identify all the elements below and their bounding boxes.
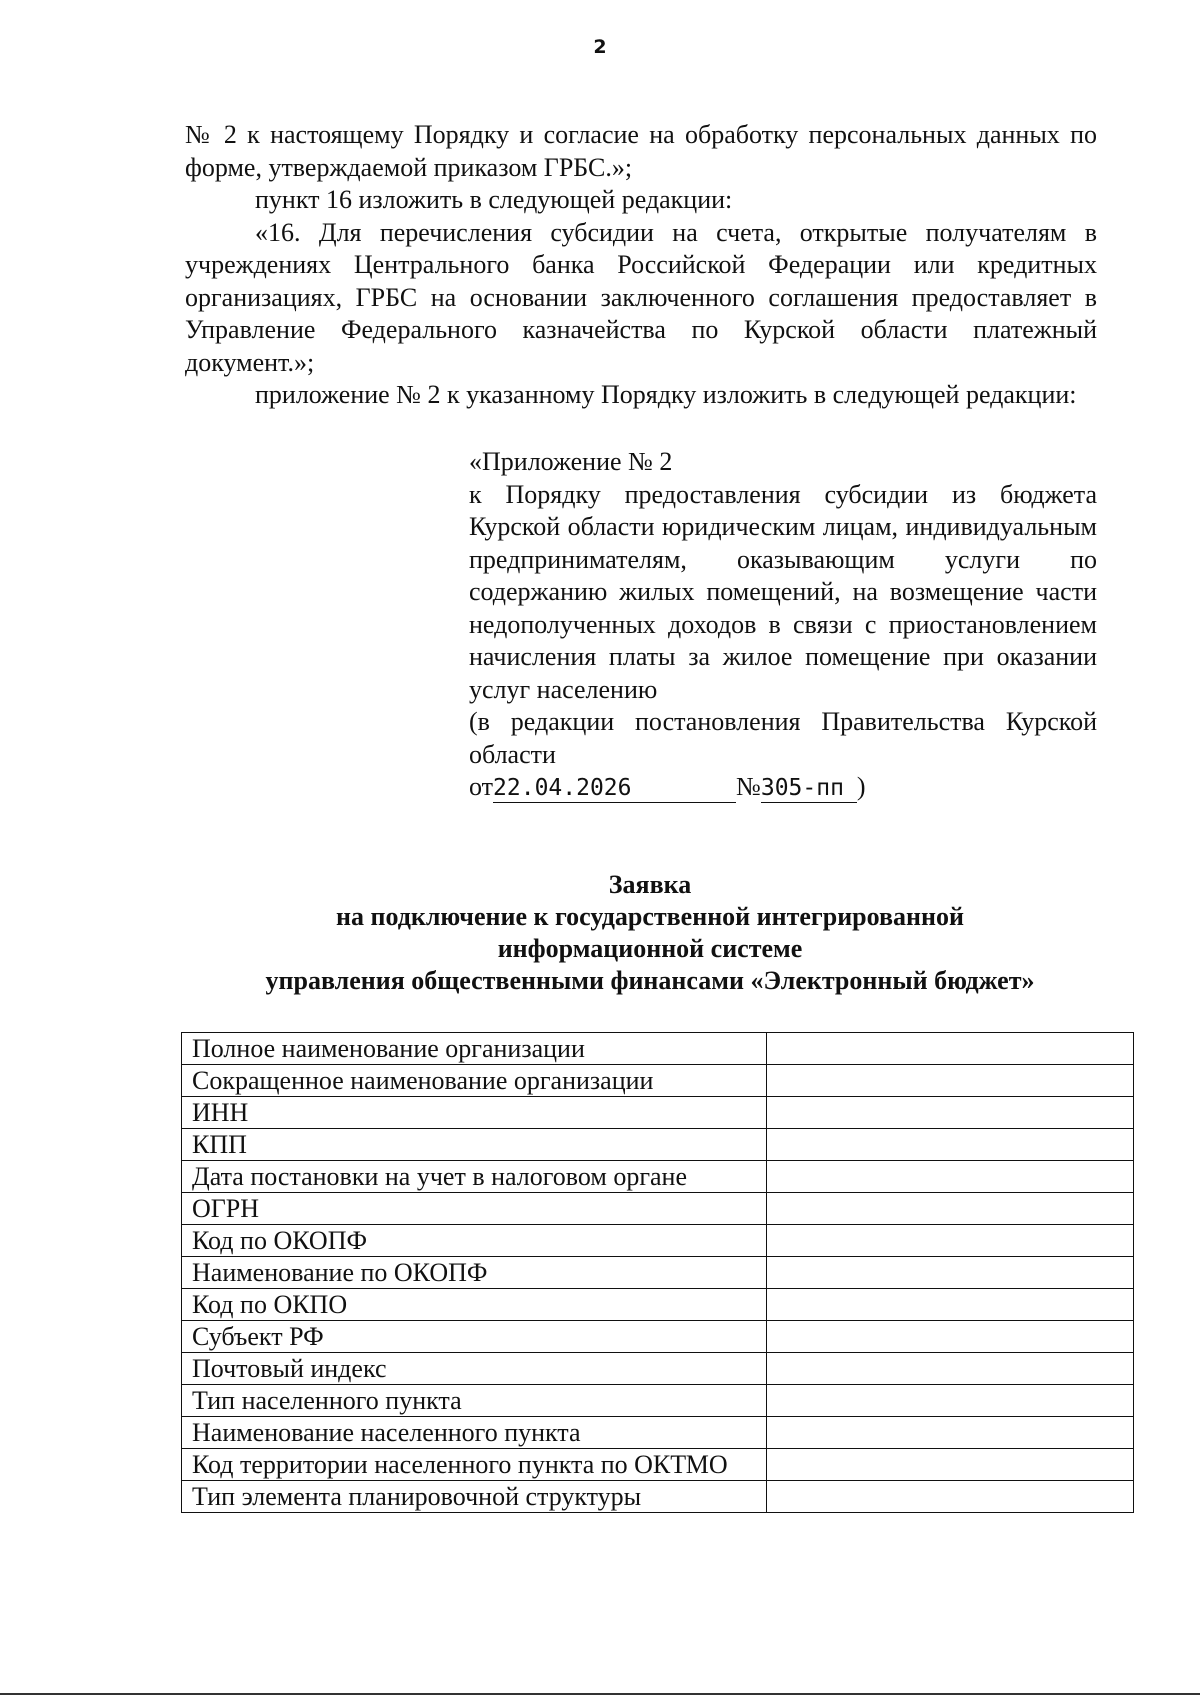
body-text — [185, 119, 1097, 412]
table-row — [182, 1161, 1134, 1193]
date-stamp: 22.04.2026 — [493, 774, 736, 803]
field-label: Код по ОКПО — [182, 1289, 767, 1321]
appendix-edition: (в редакции постановления Правительства Курской области — [469, 707, 1097, 769]
appendix-title: «Приложение № 2 — [469, 447, 673, 476]
table-row — [182, 1321, 1134, 1353]
field-value[interactable] — [767, 1385, 1134, 1417]
field-value[interactable] — [767, 1481, 1134, 1513]
table-row — [182, 1353, 1134, 1385]
page-bottom-rule — [0, 1693, 1200, 1695]
paragraph: «16. Для перечисления субсидии на счета, открытые получателям в учреждениях Центрального банка Российской Федерации или кредитных организациях, ГРБС на основании заключенного соглашения предоставляет в Управление Федерального казначейства по Курской области платежный документ.»; — [185, 217, 1097, 377]
table-row — [182, 1449, 1134, 1481]
table-row — [182, 1225, 1134, 1257]
table-row — [182, 1257, 1134, 1289]
field-value[interactable] — [767, 1033, 1134, 1065]
table-row — [182, 1289, 1134, 1321]
number-stamp: 305-пп — [761, 774, 857, 803]
page-number: 2 — [593, 36, 607, 58]
field-label: ОГРН — [182, 1193, 767, 1225]
field-value[interactable] — [767, 1129, 1134, 1161]
field-value[interactable] — [767, 1065, 1134, 1097]
field-value[interactable] — [767, 1097, 1134, 1129]
title-line: Заявка — [608, 870, 692, 899]
field-label: Сокращенное наименование организации — [182, 1065, 767, 1097]
table-row — [182, 1193, 1134, 1225]
appendix-header — [469, 446, 1097, 804]
field-value[interactable] — [767, 1353, 1134, 1385]
field-label: Код по ОКОПФ — [182, 1225, 767, 1257]
table-row — [182, 1481, 1134, 1513]
field-value[interactable] — [767, 1417, 1134, 1449]
appendix-body: к Порядку предоставления субсидии из бюджета Курской области юридическим лицам, индивидуальным предпринимателям, оказывающим услуги по содержанию жилых помещений, на возмещение части недополученных доходов в связи с приостановлением начисления платы за жилое помещение при оказании услуг населению — [469, 479, 1097, 704]
document-title — [150, 869, 1150, 997]
field-value[interactable] — [767, 1289, 1134, 1321]
appendix-date-line — [469, 771, 1097, 804]
field-label: Тип населенного пункта — [182, 1385, 767, 1417]
field-label: Субъект РФ — [182, 1321, 767, 1353]
title-line: информационной системе — [497, 934, 803, 963]
paragraph: приложение № 2 к указанному Порядку изложить в следующей редакции: — [255, 380, 1077, 409]
field-value[interactable] — [767, 1321, 1134, 1353]
table-row — [182, 1097, 1134, 1129]
date-prefix: от — [469, 772, 494, 801]
field-label: Код территории населенного пункта по ОКТМО — [182, 1449, 767, 1481]
table-row — [182, 1033, 1134, 1065]
form-table-body — [182, 1033, 1134, 1513]
table-row — [182, 1065, 1134, 1097]
field-label: Полное наименование организации — [182, 1033, 767, 1065]
table-row — [182, 1385, 1134, 1417]
field-value[interactable] — [767, 1449, 1134, 1481]
field-value[interactable] — [767, 1257, 1134, 1289]
paragraph: № 2 к настоящему Порядку и согласие на обработку персональных данных по форме, утверждаемой приказом ГРБС.»; — [185, 120, 1097, 182]
title-line: управления общественными финансами «Электронный бюджет» — [265, 966, 1035, 995]
number-prefix: № — [736, 772, 761, 801]
field-label: Дата постановки на учет в налоговом органе — [182, 1161, 767, 1193]
table-row — [182, 1417, 1134, 1449]
closing-paren: ) — [856, 772, 866, 801]
field-label: Наименование по ОКОПФ — [182, 1257, 767, 1289]
field-label: ИНН — [182, 1097, 767, 1129]
field-label: Наименование населенного пункта — [182, 1417, 767, 1449]
paragraph: пункт 16 изложить в следующей редакции: — [255, 185, 733, 214]
field-value[interactable] — [767, 1225, 1134, 1257]
field-label: Тип элемента планировочной структуры — [182, 1481, 767, 1513]
title-line: на подключение к государственной интегрированной — [336, 902, 964, 931]
field-label: Почтовый индекс — [182, 1353, 767, 1385]
field-label: КПП — [182, 1129, 767, 1161]
field-value[interactable] — [767, 1193, 1134, 1225]
table-row — [182, 1129, 1134, 1161]
application-form-table — [181, 1032, 1134, 1513]
field-value[interactable] — [767, 1161, 1134, 1193]
